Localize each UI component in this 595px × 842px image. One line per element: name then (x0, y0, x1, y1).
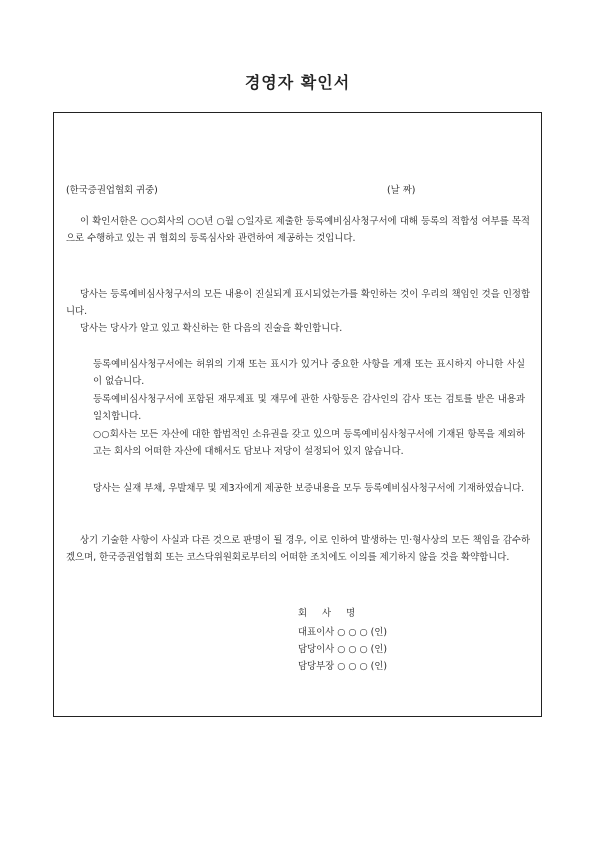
addressee: (한국증권업협회 귀중) (66, 185, 158, 196)
intro-paragraph: 이 확인서한은 ○○회사의 ○○년 ○월 ○일자로 제출한 등록예비심사청구서에 대해 등록의 적합성 여부를 목적으로 수행하고 있는 귀 협회의 등록심사와 관련하여 제공하는 것입니다. (66, 216, 530, 244)
statement-item: 등록예비심사청구서에는 허위의 기재 또는 표시가 있거나 중요한 사항을 게재 또는 표시하지 아니한 사실이 없습니다. (93, 359, 525, 387)
statement-item: ○○회사는 모든 자산에 대한 합법적인 소유권을 갖고 있으며 등록예비심사청구서에 기재된 항목을 제외하고는 회사의 어떠한 자산에 대해서도 담보나 저당이 설정되어 있지 않습니다. (93, 429, 525, 457)
liability-paragraph: 상기 기술한 사항이 사실과 다른 것으로 판명이 될 경우, 이로 인하여 발생하는 민·형사상의 모든 책임을 감수하겠으며, 한국증권업협회 또는 코스닥위원회로부터의 어떠한 조치에도 이의를 제기하지 않을 것을 확약합니다. (66, 535, 530, 563)
date-label: (날 짜) (387, 185, 416, 196)
confirmation-paragraph: 당사는 당사가 알고 있고 확신하는 한 다음의 진술을 확인합니다. (80, 323, 343, 334)
document-title: 경영자 확인서 (244, 73, 351, 92)
responsibility-paragraph: 당사는 등록예비심사청구서의 모든 내용이 진실되게 표시되었는가를 확인하는 것이 우리의 책임인 것을 인정합니다. (66, 289, 530, 317)
signature-row: 대표이사 ○ ○ ○ (인) (298, 627, 388, 638)
signature-row: 담당이사 ○ ○ ○ (인) (298, 644, 388, 655)
signature-row: 담당부장 ○ ○ ○ (인) (298, 661, 388, 672)
statement-item: 당사는 실재 부채, 우발채무 및 제3자에게 제공한 보증내용을 모두 등록예비심사청구서에 기재하였습니다. (93, 483, 525, 494)
signature-company: 회 사 명 (298, 608, 362, 619)
statement-item: 등록예비심사청구서에 포함된 재무제표 및 재무에 관한 사항등은 감사인의 감사 또는 검토를 받은 내용과 일치합니다. (93, 394, 525, 422)
